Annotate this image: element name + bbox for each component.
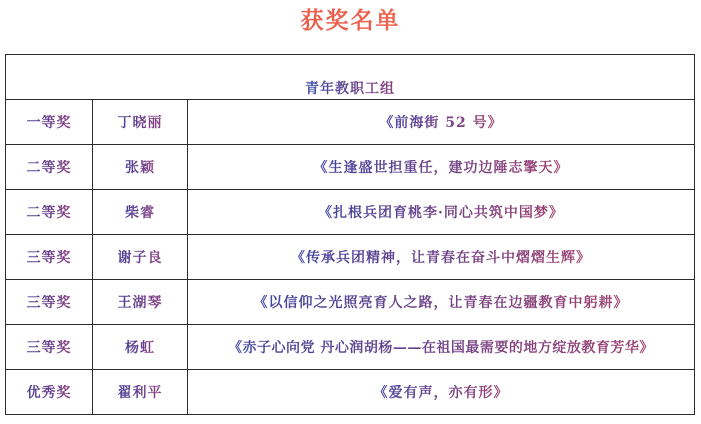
- winner-name-text: 张颖: [125, 160, 155, 176]
- award-level-text: 二等奖: [26, 160, 72, 176]
- award-level-text: 三等奖: [26, 250, 72, 266]
- table-row: [6, 370, 695, 415]
- work-title-text: 《生逢盛世担重任，建功边陲志擎天》: [313, 160, 569, 176]
- work-title: [188, 100, 695, 145]
- winner-name-text: 翟利平: [117, 385, 163, 401]
- work-title-text: 《前海街 52 号》: [379, 115, 503, 131]
- award-level-text: 三等奖: [26, 340, 72, 356]
- award-level-text: 优秀奖: [26, 385, 72, 401]
- work-title-text: 《以信仰之光照亮育人之路，让青春在边疆教育中躬耕》: [253, 295, 629, 311]
- award-level: [6, 190, 93, 235]
- work-title: [188, 370, 695, 415]
- winner-name: [93, 145, 188, 190]
- work-title-text: 《赤子心向党 丹心润胡杨——在祖国最需要的地方绽放教育芳华》: [228, 340, 654, 356]
- winner-name-text: 柴睿: [125, 205, 155, 221]
- award-level: [6, 100, 93, 145]
- winner-name-text: 王湖琴: [117, 295, 163, 311]
- winner-name-text: 丁晓丽: [117, 115, 163, 131]
- award-level: [6, 235, 93, 280]
- winner-name-text: 谢子良: [117, 250, 163, 266]
- work-title: [188, 280, 695, 325]
- award-level: [6, 280, 93, 325]
- work-title-text: 《传承兵团精神，让青春在奋斗中熠熠生辉》: [291, 250, 591, 266]
- page-title: 获奖名单: [0, 6, 701, 36]
- table-row: [6, 280, 695, 325]
- table-row: [6, 190, 695, 235]
- winner-name: [93, 370, 188, 415]
- group-header-row: [6, 55, 695, 100]
- award-level-text: 三等奖: [26, 295, 72, 311]
- winner-name: [93, 100, 188, 145]
- award-table: [5, 54, 695, 415]
- work-title: [188, 145, 695, 190]
- work-title-text: 《爱有声，亦有形》: [373, 385, 509, 401]
- table-row: [6, 145, 695, 190]
- award-level: [6, 370, 93, 415]
- group-header-cell: [6, 55, 695, 100]
- winner-name: [93, 235, 188, 280]
- work-title: [188, 235, 695, 280]
- table-row: [6, 235, 695, 280]
- award-level-text: 一等奖: [26, 115, 72, 131]
- winner-name-text: 杨虹: [125, 340, 155, 356]
- winner-name: [93, 280, 188, 325]
- table-row: [6, 100, 695, 145]
- work-title-text: 《扎根兵团育桃李·同心共筑中国梦》: [318, 205, 564, 221]
- award-level: [6, 145, 93, 190]
- table-row: [6, 325, 695, 370]
- award-level-text: 二等奖: [26, 205, 72, 221]
- group-name: 青年教职工组: [305, 56, 395, 98]
- award-level: [6, 325, 93, 370]
- work-title: [188, 325, 695, 370]
- work-title: [188, 190, 695, 235]
- winner-name: [93, 325, 188, 370]
- winner-name: [93, 190, 188, 235]
